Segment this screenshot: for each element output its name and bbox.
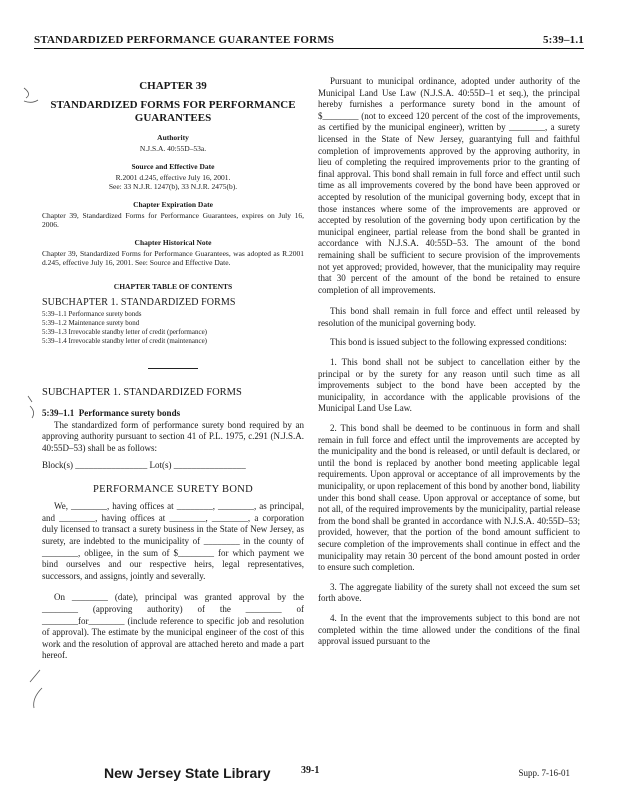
chapter-number: CHAPTER 39 <box>139 80 207 92</box>
section-divider <box>148 368 198 369</box>
bond-paragraph: On ________ (date), principal was granted approval by the ________ (approving authority) of the ________ of ________for________ (include reference to specific job and resolution of approval). The estimate by the municipal engineer of the cost of this work and the resolution of approval are attached hereto and made a part hereof. <box>42 592 304 661</box>
toc-item: 5:39–1.3 Irrevocable standby letter of credit (performance) <box>42 327 208 336</box>
history-heading: Chapter Historical Note <box>134 237 212 247</box>
source-line: R.2001 d.245, effective July 16, 2001. <box>115 172 231 182</box>
chapter-title: STANDARDIZED FORMS FOR PERFORMANCE GUARANTEES <box>50 99 296 124</box>
authority-text: N.J.S.A. 40:55D–53a. <box>139 144 207 153</box>
source-heading: Source and Effective Date <box>131 161 215 171</box>
page-number: 39-1 <box>301 765 320 776</box>
section-heading <box>42 408 304 418</box>
section-title: Performance surety bonds <box>78 407 181 418</box>
library-stamp: New Jersey State Library <box>104 765 271 781</box>
toc-item: 5:39–1.4 Irrevocable standby letter of credit (maintenance) <box>42 336 208 345</box>
history-text: Chapter 39, Standardized Forms for Performance Guarantees, was adopted as R.2001 d.245, effective July 16, 2001. See: Source and Effective Date. <box>42 248 304 267</box>
section-intro: The standardized form of performance surety bond required by an approving authority pursuant to section 41 of P.L. 1975, c.291 (N.J.S.A. 40:55D–53) shall be as follows: <box>42 419 304 453</box>
condition-item: 3. The aggregate liability of the surety shall not exceed the sum set forth above. <box>318 581 580 604</box>
scan-mark <box>20 84 40 106</box>
bond-paragraph: This bond is issued subject to the following expressed conditions: <box>330 337 567 348</box>
authority-heading: Authority <box>157 133 189 142</box>
section-number: 5:39–1.1 <box>42 407 75 418</box>
toc-subchapter: SUBCHAPTER 1. STANDARDIZED FORMS <box>42 296 236 308</box>
header-section-number: 5:39–1.1 <box>542 34 584 46</box>
condition-item: 1. This bond shall not be subject to cancellation either by the principal or by the surety for any reason until such time as all improvements subject to the bond have been accepted by the municipality, in accordance with the applicable provisions of the Municipal Land Use Law. <box>318 357 580 414</box>
toc-item: 5:39–1.2 Maintenance surety bond <box>42 318 140 327</box>
bond-paragraph: We, ________, having offices at ________, ________, as principal, and ________, having offices at ________, ________, a corporation duly licensed to transact a surety business in the State of New Jersey, as surety, are indebted to the municipality of ________ in the county of ________, obligee, in the sum of $________ for which payment we bind ourselves and our respective heirs, legal representatives, successors, and assigns, jointly and severally. <box>42 501 304 581</box>
right-column <box>318 76 580 656</box>
bond-paragraph: This bond shall remain in full force and effect until released by resolution of the municipal governing body. <box>318 306 580 328</box>
source-line: See: 33 N.J.R. 1247(b), 33 N.J.R. 2475(b). <box>108 182 238 191</box>
condition-item: 4. In the event that the improvements subject to this bond are not completed within the time allowed under the conditions of the final approval issued pursuant to the <box>318 612 580 647</box>
toc-item: 5:39–1.1 Performance surety bonds <box>42 309 142 318</box>
left-column <box>42 80 304 662</box>
condition-item: 2. This bond shall be deemed to be continuous in form and shall remain in full force and effect until the improvements are accepted by the municipality and the bond is released, or until default is declared, or until the bond is replaced by another bond meeting applicable legal requirements. Upon approval or acceptance of all improvements by the municipality, or upon replacement of this bond by another bond, liability under this bond shall cease. Upon approval or acceptance of some, but not all, of the required improvements by the municipality, partial release from the bond shall be granted in accordance with N.J.S.A. 40:55D–53; provided, however, that the portion of the bond amount sufficient to secure completion of the improvements shall continue in effect and the municipality may retain 30 percent of the bond amount posted in order to ensure such completion. <box>318 423 580 573</box>
running-header <box>34 34 584 49</box>
scan-mark <box>24 394 42 420</box>
expiration-heading: Chapter Expiration Date <box>133 199 213 209</box>
block-lot-line: Block(s) ________________ Lot(s) ________________ <box>42 460 246 471</box>
bond-title: PERFORMANCE SURETY BOND <box>93 484 253 496</box>
header-title: STANDARDIZED PERFORMANCE GUARANTEE FORMS <box>34 34 335 46</box>
expiration-text: Chapter 39, Standardized Forms for Performance Guarantees, expires on July 16, 2006. <box>42 210 304 229</box>
bond-paragraph: Pursuant to municipal ordinance, adopted under authority of the Municipal Land Use Law (N.J.S.A. 40:55D–1 et seq.), the principal hereby furnishes a performance surety bond in the amount of $________ (not to exceed 120 percent of the cost of the improvements, as certified by the municipal engineer), written by ________, a surety licensed in the State of New Jersey, guarantying full and faithful completion of improvements approved by the approving authority, in lieu of completing the required improvements prior to the granting of final approval. This bond shall remain in full force and effect until such time as all improvements covered by the bond have been approved or accepted by resolution of the municipal governing body, except that in those instances where some of the improvements are approved or accepted by resolution of the governing body upon certification by the municipal engineer, partial release from the bond shall be granted in accordance with N.J.S.A. 40:55D–53. The amount of the bond remaining shall be sufficient to secure provision of the improvements not yet approved; provided, however, that the municipality may require that 30 percent of the amount of the bond be retained to ensure completion of all improvements. <box>318 76 580 295</box>
scan-mark <box>26 668 46 712</box>
subchapter-heading: SUBCHAPTER 1. STANDARDIZED FORMS <box>42 386 242 398</box>
supplement-date: Supp. 7-16-01 <box>518 768 570 778</box>
toc-heading: CHAPTER TABLE OF CONTENTS <box>113 281 233 291</box>
